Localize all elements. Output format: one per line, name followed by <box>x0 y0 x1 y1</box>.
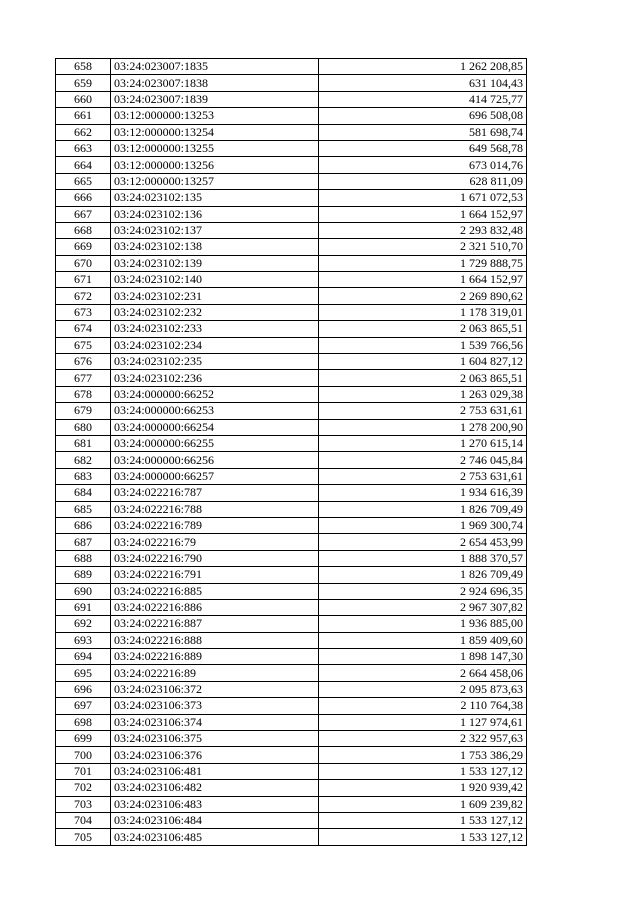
cadastral-number-cell: 03:24:023106:485 <box>111 829 319 845</box>
cadastral-number-cell: 03:12:000000:13255 <box>111 140 319 156</box>
row-number-cell: 676 <box>56 354 111 370</box>
value-cell: 1 127 974,61 <box>319 714 527 730</box>
cadastral-number-cell: 03:24:023106:373 <box>111 698 319 714</box>
table-row <box>56 665 527 681</box>
table-row <box>56 517 527 533</box>
table-row <box>56 698 527 714</box>
value-cell: 2 063 865,51 <box>319 321 527 337</box>
value-cell: 1 262 208,85 <box>319 59 527 75</box>
cadastral-number-cell: 03:24:023102:137 <box>111 222 319 238</box>
value-cell: 1 664 152,97 <box>319 206 527 222</box>
table-row <box>56 108 527 124</box>
value-cell: 1 936 885,00 <box>319 616 527 632</box>
cadastral-number-cell: 03:24:022216:787 <box>111 485 319 501</box>
row-number-cell: 663 <box>56 140 111 156</box>
value-cell: 2 321 510,70 <box>319 239 527 255</box>
table-row <box>56 288 527 304</box>
row-number-cell: 671 <box>56 272 111 288</box>
value-cell: 1 826 709,49 <box>319 567 527 583</box>
value-cell: 1 604 827,12 <box>319 354 527 370</box>
table-row <box>56 714 527 730</box>
cadastral-number-cell: 03:24:022216:886 <box>111 599 319 615</box>
value-cell: 1 826 709,49 <box>319 501 527 517</box>
cadastral-number-cell: 03:24:023102:140 <box>111 272 319 288</box>
value-cell: 1 178 319,01 <box>319 304 527 320</box>
row-number-cell: 701 <box>56 763 111 779</box>
row-number-cell: 677 <box>56 370 111 386</box>
table-row <box>56 796 527 812</box>
cadastral-number-cell: 03:24:022216:788 <box>111 501 319 517</box>
table-row <box>56 337 527 353</box>
row-number-cell: 667 <box>56 206 111 222</box>
cadastral-number-cell: 03:24:022216:789 <box>111 517 319 533</box>
table-row <box>56 354 527 370</box>
row-number-cell: 664 <box>56 157 111 173</box>
row-number-cell: 687 <box>56 534 111 550</box>
row-number-cell: 680 <box>56 419 111 435</box>
table-row <box>56 501 527 517</box>
cadastral-number-cell: 03:24:000000:66254 <box>111 419 319 435</box>
value-cell: 1 270 615,14 <box>319 435 527 451</box>
cadastral-number-cell: 03:24:022216:887 <box>111 616 319 632</box>
cadastral-number-cell: 03:24:023106:483 <box>111 796 319 812</box>
cadastral-number-cell: 03:24:023007:1839 <box>111 91 319 107</box>
value-cell: 1 609 239,82 <box>319 796 527 812</box>
cadastral-number-cell: 03:24:000000:66256 <box>111 452 319 468</box>
row-number-cell: 661 <box>56 108 111 124</box>
value-cell: 414 725,77 <box>319 91 527 107</box>
row-number-cell: 685 <box>56 501 111 517</box>
table-row <box>56 599 527 615</box>
value-cell: 1 278 200,90 <box>319 419 527 435</box>
table-row <box>56 239 527 255</box>
value-cell: 673 014,76 <box>319 157 527 173</box>
value-cell: 2 753 631,61 <box>319 468 527 484</box>
cadastral-number-cell: 03:24:023102:233 <box>111 321 319 337</box>
value-cell: 2 095 873,63 <box>319 681 527 697</box>
value-cell: 2 063 865,51 <box>319 370 527 386</box>
table-row <box>56 812 527 828</box>
row-number-cell: 700 <box>56 747 111 763</box>
value-cell: 2 746 045,84 <box>319 452 527 468</box>
table-row <box>56 780 527 796</box>
cadastral-number-cell: 03:24:023106:374 <box>111 714 319 730</box>
row-number-cell: 695 <box>56 665 111 681</box>
cadastral-number-cell: 03:24:023106:481 <box>111 763 319 779</box>
value-cell: 1 539 766,56 <box>319 337 527 353</box>
row-number-cell: 668 <box>56 222 111 238</box>
row-number-cell: 690 <box>56 583 111 599</box>
row-number-cell: 688 <box>56 550 111 566</box>
row-number-cell: 674 <box>56 321 111 337</box>
table-body <box>56 59 527 846</box>
row-number-cell: 679 <box>56 403 111 419</box>
cadastral-number-cell: 03:24:023106:375 <box>111 731 319 747</box>
table-row <box>56 583 527 599</box>
cadastral-number-cell: 03:24:023102:135 <box>111 190 319 206</box>
row-number-cell: 675 <box>56 337 111 353</box>
table-row <box>56 386 527 402</box>
cadastral-number-cell: 03:12:000000:13253 <box>111 108 319 124</box>
table-row <box>56 731 527 747</box>
value-cell: 1 533 127,12 <box>319 763 527 779</box>
cadastral-number-cell: 03:24:023102:232 <box>111 304 319 320</box>
table-row <box>56 173 527 189</box>
table-row <box>56 321 527 337</box>
table-row <box>56 91 527 107</box>
row-number-cell: 658 <box>56 59 111 75</box>
value-cell: 581 698,74 <box>319 124 527 140</box>
row-number-cell: 703 <box>56 796 111 812</box>
row-number-cell: 686 <box>56 517 111 533</box>
row-number-cell: 670 <box>56 255 111 271</box>
table-row <box>56 272 527 288</box>
value-cell: 1 729 888,75 <box>319 255 527 271</box>
table-row <box>56 75 527 91</box>
value-cell: 1 753 386,29 <box>319 747 527 763</box>
cadastral-number-cell: 03:24:000000:66252 <box>111 386 319 402</box>
row-number-cell: 666 <box>56 190 111 206</box>
table-row <box>56 140 527 156</box>
value-cell: 1 664 152,97 <box>319 272 527 288</box>
table-row <box>56 59 527 75</box>
table-row <box>56 370 527 386</box>
row-number-cell: 694 <box>56 649 111 665</box>
cadastral-number-cell: 03:12:000000:13254 <box>111 124 319 140</box>
row-number-cell: 684 <box>56 485 111 501</box>
value-cell: 2 293 832,48 <box>319 222 527 238</box>
row-number-cell: 693 <box>56 632 111 648</box>
value-cell: 2 654 453,99 <box>319 534 527 550</box>
row-number-cell: 704 <box>56 812 111 828</box>
cadastral-number-cell: 03:12:000000:13257 <box>111 173 319 189</box>
cadastral-number-cell: 03:24:023007:1838 <box>111 75 319 91</box>
table-row <box>56 190 527 206</box>
cadastral-number-cell: 03:12:000000:13256 <box>111 157 319 173</box>
value-cell: 2 753 631,61 <box>319 403 527 419</box>
row-number-cell: 702 <box>56 780 111 796</box>
row-number-cell: 678 <box>56 386 111 402</box>
cadastral-number-cell: 03:24:022216:790 <box>111 550 319 566</box>
table-row <box>56 763 527 779</box>
table-row <box>56 222 527 238</box>
row-number-cell: 692 <box>56 616 111 632</box>
cadastral-number-cell: 03:24:022216:791 <box>111 567 319 583</box>
cadastral-number-cell: 03:24:022216:79 <box>111 534 319 550</box>
table-row <box>56 485 527 501</box>
cadastral-number-cell: 03:24:023007:1835 <box>111 59 319 75</box>
row-number-cell: 673 <box>56 304 111 320</box>
table-row <box>56 534 527 550</box>
table-row <box>56 829 527 845</box>
table-row <box>56 304 527 320</box>
value-cell: 2 322 957,63 <box>319 731 527 747</box>
cadastral-number-cell: 03:24:023102:236 <box>111 370 319 386</box>
cadastral-number-cell: 03:24:023106:376 <box>111 747 319 763</box>
value-cell: 1 671 072,53 <box>319 190 527 206</box>
table-row <box>56 255 527 271</box>
row-number-cell: 698 <box>56 714 111 730</box>
cadastral-number-cell: 03:24:023102:136 <box>111 206 319 222</box>
row-number-cell: 672 <box>56 288 111 304</box>
value-cell: 631 104,43 <box>319 75 527 91</box>
cadastral-number-cell: 03:24:000000:66253 <box>111 403 319 419</box>
table-row <box>56 567 527 583</box>
row-number-cell: 697 <box>56 698 111 714</box>
row-number-cell: 669 <box>56 239 111 255</box>
table-row <box>56 616 527 632</box>
cadastral-number-cell: 03:24:022216:885 <box>111 583 319 599</box>
cadastral-number-cell: 03:24:022216:888 <box>111 632 319 648</box>
value-cell: 2 110 764,38 <box>319 698 527 714</box>
cadastral-number-cell: 03:24:023106:372 <box>111 681 319 697</box>
table-row <box>56 403 527 419</box>
value-cell: 2 269 890,62 <box>319 288 527 304</box>
cadastral-value-table <box>55 58 527 846</box>
value-cell: 1 898 147,30 <box>319 649 527 665</box>
cadastral-number-cell: 03:24:000000:66255 <box>111 435 319 451</box>
table-row <box>56 681 527 697</box>
table-row <box>56 435 527 451</box>
table-row <box>56 124 527 140</box>
value-cell: 2 664 458,06 <box>319 665 527 681</box>
cadastral-number-cell: 03:24:022216:89 <box>111 665 319 681</box>
value-cell: 2 967 307,82 <box>319 599 527 615</box>
cadastral-number-cell: 03:24:023102:234 <box>111 337 319 353</box>
row-number-cell: 699 <box>56 731 111 747</box>
row-number-cell: 660 <box>56 91 111 107</box>
cadastral-number-cell: 03:24:023106:482 <box>111 780 319 796</box>
row-number-cell: 696 <box>56 681 111 697</box>
value-cell: 2 924 696,35 <box>319 583 527 599</box>
value-cell: 1 533 127,12 <box>319 812 527 828</box>
table-row <box>56 452 527 468</box>
table-row <box>56 649 527 665</box>
table-row <box>56 206 527 222</box>
table-row <box>56 468 527 484</box>
cadastral-number-cell: 03:24:023102:139 <box>111 255 319 271</box>
value-cell: 1 969 300,74 <box>319 517 527 533</box>
cadastral-number-cell: 03:24:023102:231 <box>111 288 319 304</box>
cadastral-number-cell: 03:24:023106:484 <box>111 812 319 828</box>
table-row <box>56 157 527 173</box>
cadastral-number-cell: 03:24:023102:235 <box>111 354 319 370</box>
row-number-cell: 681 <box>56 435 111 451</box>
table-row <box>56 632 527 648</box>
table-row <box>56 550 527 566</box>
row-number-cell: 705 <box>56 829 111 845</box>
value-cell: 1 533 127,12 <box>319 829 527 845</box>
row-number-cell: 662 <box>56 124 111 140</box>
row-number-cell: 659 <box>56 75 111 91</box>
cadastral-number-cell: 03:24:000000:66257 <box>111 468 319 484</box>
value-cell: 696 508,08 <box>319 108 527 124</box>
value-cell: 1 934 616,39 <box>319 485 527 501</box>
table-row <box>56 419 527 435</box>
row-number-cell: 689 <box>56 567 111 583</box>
cadastral-number-cell: 03:24:023102:138 <box>111 239 319 255</box>
value-cell: 1 888 370,57 <box>319 550 527 566</box>
value-cell: 628 811,09 <box>319 173 527 189</box>
value-cell: 1 263 029,38 <box>319 386 527 402</box>
row-number-cell: 691 <box>56 599 111 615</box>
table-row <box>56 747 527 763</box>
row-number-cell: 682 <box>56 452 111 468</box>
row-number-cell: 683 <box>56 468 111 484</box>
cadastral-number-cell: 03:24:022216:889 <box>111 649 319 665</box>
row-number-cell: 665 <box>56 173 111 189</box>
value-cell: 1 920 939,42 <box>319 780 527 796</box>
value-cell: 1 859 409,60 <box>319 632 527 648</box>
value-cell: 649 568,78 <box>319 140 527 156</box>
